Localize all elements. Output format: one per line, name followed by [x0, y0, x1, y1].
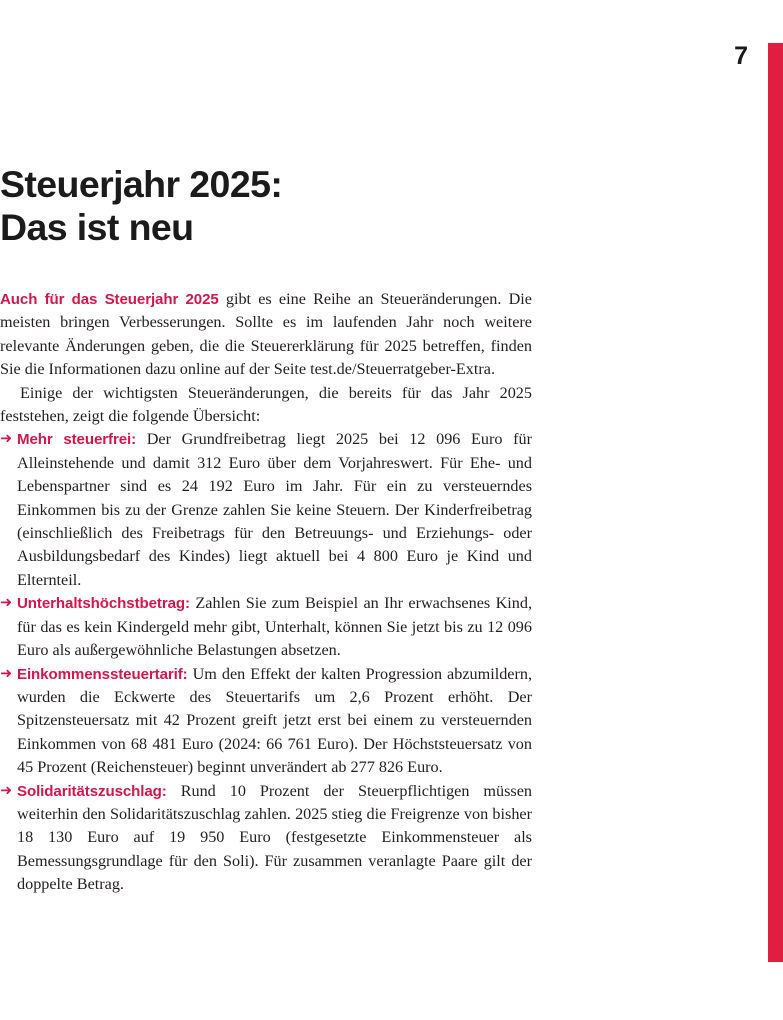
arrow-right-icon: ➜ [0, 431, 13, 448]
article-body [0, 288, 532, 897]
list-item-text: Zahlen Sie zum Beispiel an Ihr erwachsenes Kind, für das es kein Kindergeld mehr gibt, Unterhalt, können Sie jetzt bis zu 12 096 Euro als außergewöhnliche Belastungen absetzen. [17, 594, 532, 660]
list-item-text: Um den Effekt der kalten Progression abzumildern, wurden die Eckwerte des Steuertarifs um 2,6 Prozent erhöht. Der Spitzensteuersatz mit 42 Prozent greift jetzt erst bei einem zu versteuernden Einkommen von 68 481 Euro (2024: 66 761 Euro). Der Höchststeuersatz von 45 Prozent (Reichensteuer) beginnt unverändert ab 277 826 Euro. [17, 664, 532, 777]
list-item [0, 663, 532, 780]
list-item-text: Der Grundfreibetrag liegt 2025 bei 12 096 Euro für Alleinstehende und damit 312 Euro über dem Vorjahreswert. Für Ehe- und Lebenspartner sind es 24 192 Euro im Jahr. Für ein zu versteuerndes Einkommen bis zu der Grenze zahlen Sie keine Steuern. Der Kinderfreibetrag (einschließlich des Freibetrags für den Betreuungs- und Erziehungs- oder Ausbildungsbedarf des Kindes) liegt aktuell bei 4 800 Euro je Kind und Elternteil. [17, 430, 532, 589]
page-title-line-2: Das ist neu [0, 206, 194, 248]
arrow-right-icon: ➜ [0, 782, 13, 799]
arrow-right-icon: ➜ [0, 665, 13, 682]
list-item [0, 780, 532, 897]
list-item-term: Mehr steuerfrei: [17, 431, 137, 449]
intro-lead-in: Auch für das Steuerjahr 2025 [0, 291, 219, 308]
arrow-right-icon: ➜ [0, 595, 13, 612]
list-item-term: Einkommenssteuertarif: [17, 665, 188, 683]
changes-list [0, 428, 532, 896]
intro-paragraph-1 [0, 288, 532, 382]
list-item-term: Unterhaltshöchstbetrag: [17, 595, 190, 613]
page-title [0, 163, 532, 249]
list-item-term: Solidaritätszuschlag: [17, 782, 167, 800]
page-edge-marker [768, 43, 783, 962]
page-number: 7 [734, 42, 748, 70]
list-item [0, 428, 532, 592]
intro-paragraph-1-text: gibt es eine Reihe an Steueränderungen. Die meisten bringen Verbesserungen. Sollte es im laufenden Jahr noch weitere relevante Änderungen geben, die die Steuererklärung für 2025 betreffen, finden Sie die Informationen dazu online auf der Seite test.de/Steuerratgeber-Extra. [0, 290, 532, 379]
intro-paragraph-2: Einige der wichtigsten Steueränderungen, die bereits für das Jahr 2025 feststehen, zeigt die folgende Übersicht: [0, 383, 532, 426]
list-item [0, 592, 532, 662]
list-item-text: Rund 10 Prozent der Steuerpflichtigen müssen weiterhin den Solidaritätszuschlag zahlen. 2025 stieg die Freigrenze von bisher 18 130 Euro auf 19 950 Euro (festgesetzte Einkommensteuer als Bemessungsgrundlage für den Soli). Für zusammen veranlagte Paare gilt der doppelte Betrag. [17, 781, 532, 894]
page-title-line-1: Steuerjahr 2025: [0, 163, 283, 205]
